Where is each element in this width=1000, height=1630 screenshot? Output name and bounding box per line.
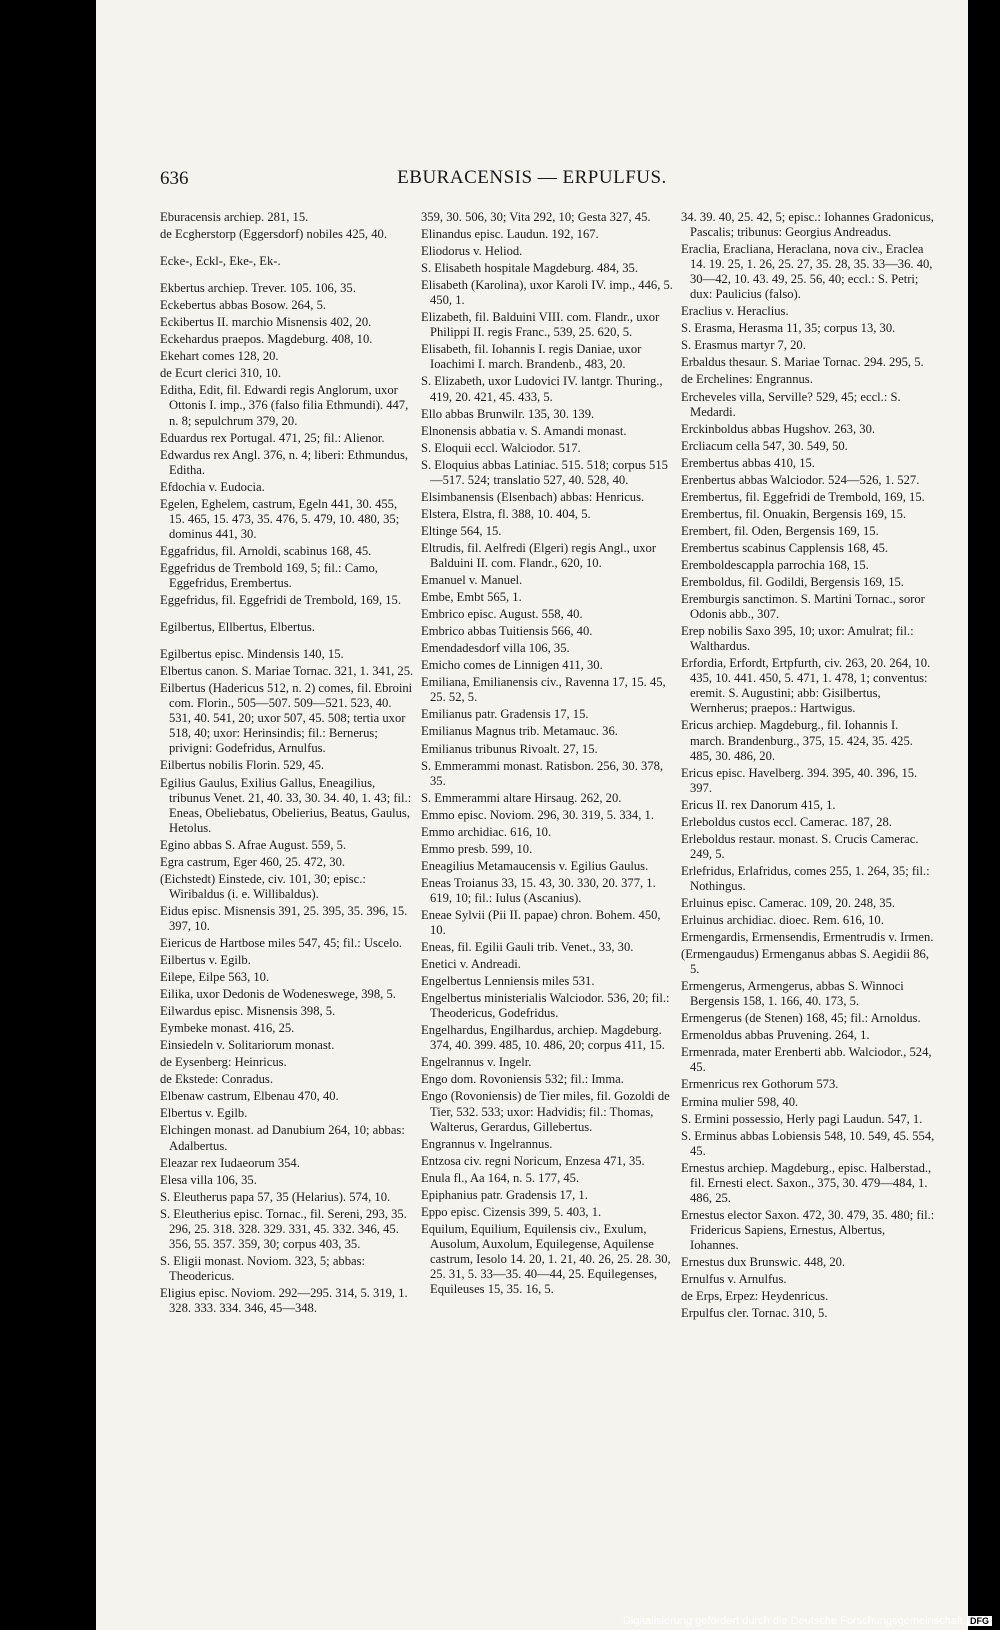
- index-entry: Elesa villa 106, 35.: [160, 1172, 257, 1187]
- index-entry: Eduardus rex Portugal. 471, 25; fil.: Alienor.: [160, 430, 385, 445]
- index-entry: Ernulfus v. Arnulfus.: [681, 1272, 787, 1287]
- index-entry: Elbertus canon. S. Mariae Tornac. 321, 1. 341, 25.: [160, 664, 414, 679]
- index-entry: Eremboldus, fil. Godildi, Bergensis 169, 15.: [681, 575, 904, 590]
- index-entry: Erembert, fil. Oden, Bergensis 169, 15.: [681, 523, 879, 538]
- index-entry: S. Eleutherus papa 57, 35 (Helarius). 574, 10.: [160, 1189, 391, 1204]
- index-entry: de Eysenberg: Heinricus.: [160, 1055, 287, 1070]
- index-entry: Eilbertus nobilis Florin. 529, 45.: [160, 758, 325, 773]
- index-entry: Egilius Gaulus, Exilius Gallus, Eneagilius, tribunus Venet. 21, 40. 33, 30. 34. 40, 1. 43; fil.: Eneas, Obeliebatus, Obelierius, Beatus, Gaulus, Hetolus.: [160, 775, 412, 835]
- index-entry: Eltrudis, fil. Aelfredi (Elgeri) regis Angl., uxor Balduini II. com. Flandr., 620, 10.: [421, 540, 657, 570]
- index-entry: Embrico abbas Tuitiensis 566, 40.: [421, 624, 593, 639]
- index-entry: Erembertus scabinus Capplensis 168, 45.: [681, 540, 889, 555]
- index-entry: Eraclia, Eracliana, Heraclana, nova civ., Eraclea 14. 19. 25, 1. 26, 25. 27, 35. 28, 35. 33—36. 40, 30—42, 10. 43. 49, 25. 56, 40; eccl.: S. Petri; dux: Paulicius (falso).: [681, 242, 933, 302]
- index-entry: Eckebertus abbas Bosow. 264, 5.: [160, 298, 327, 313]
- index-entry: Ermengardis, Ermensendis, Ermentrudis v. Irmen.: [681, 930, 934, 945]
- index-entry: Erep nobilis Saxo 395, 10; uxor: Amulrat; fil.: Walthardus.: [681, 624, 914, 654]
- index-entry: Eneas, fil. Egilii Gauli trib. Venet., 33, 30.: [421, 940, 634, 955]
- index-entry: Elbertus v. Egilb.: [160, 1106, 248, 1121]
- index-entry: Emmo presb. 599, 10.: [421, 841, 533, 856]
- index-entry: Emiliana, Emilianensis civ., Ravenna 17, 15. 45, 25. 52, 5.: [421, 675, 666, 705]
- index-entry: 359, 30. 506, 30; Vita 292, 10; Gesta 327, 45.: [421, 210, 651, 224]
- index-entry: Eremboldescappla parrochia 168, 15.: [681, 557, 869, 572]
- index-entry: Eggafridus, fil. Arnoldi, scabinus 168, 45.: [160, 543, 372, 558]
- index-entry: Emilianus patr. Gradensis 17, 15.: [421, 707, 589, 722]
- index-entry: Eneagilius Metamaucensis v. Egilius Gaulus.: [421, 858, 649, 873]
- index-entry: Eggefridus, fil. Eggefridi de Trembold, 169, 15.: [160, 593, 402, 608]
- index-entry: S. Erasma, Herasma 11, 35; corpus 13, 30.: [681, 321, 896, 336]
- index-entry: S. Eligii monast. Noviom. 323, 5; abbas: Theodericus.: [160, 1253, 365, 1283]
- index-entry: Emmo archidiac. 616, 10.: [421, 824, 552, 839]
- index-entry: Ermenrada, mater Erenberti abb. Walciodor., 524, 45.: [681, 1045, 932, 1075]
- dfg-logo: DFG: [967, 1616, 992, 1626]
- index-entry: Emilianus tribunus Rivoalt. 27, 15.: [421, 741, 598, 756]
- index-entry: Elisabeth (Karolina), uxor Karoli IV. imp., 446, 5. 450, 1.: [421, 278, 673, 308]
- index-column-left: [160, 210, 414, 1318]
- index-entry: Erembertus, fil. Eggefridi de Trembold, 169, 15.: [681, 489, 925, 504]
- digitization-credit: Digitalisierung gefördert durch die Deutsche Forschungsgemeinschaft: [623, 1615, 963, 1627]
- index-entry: Emicho comes de Linnigen 411, 30.: [421, 658, 603, 673]
- index-entry: Ello abbas Brunwilr. 135, 30. 139.: [421, 406, 595, 421]
- index-entry: de Erps, Erpez: Heydenricus.: [681, 1289, 829, 1304]
- index-entry: Eiericus de Hartbose miles 547, 45; fil.: Uscelo.: [160, 935, 403, 950]
- index-entry: de Ecgherstorp (Eggersdorf) nobiles 425, 40.: [160, 227, 387, 242]
- index-entry: Ericus II. rex Danorum 415, 1.: [681, 797, 836, 812]
- index-entry: Erpulfus cler. Tornac. 310, 5.: [681, 1306, 828, 1321]
- index-entry: Ernestus archiep. Magdeburg., episc. Halberstad., fil. Ernesti elect. Saxon., 375, 30. 479—484, 1. 486, 25.: [681, 1160, 932, 1205]
- index-entry: S. Eleutherius episc. Tornac., fil. Sereni, 293, 35. 296, 25. 318. 328. 329. 331, 45. 332. 346, 45. 356, 55. 357. 359, 30; corpus 403, 35.: [160, 1206, 407, 1251]
- index-entry: Eligius episc. Noviom. 292—295. 314, 5. 319, 1. 328. 333. 334. 346, 45—348.: [160, 1285, 408, 1315]
- index-entry: Erluinus archidiac. dioec. Rem. 616, 10.: [681, 913, 884, 928]
- index-entry: S. Emmerammi altare Hirsaug. 262, 20.: [421, 790, 622, 805]
- index-entry: Engelrannus v. Ingelr.: [421, 1055, 532, 1070]
- index-entry: Eleazar rex Iudaeorum 354.: [160, 1155, 300, 1170]
- index-entry: Ernestus dux Brunswic. 448, 20.: [681, 1255, 846, 1269]
- index-entry: Elnonensis abbatia v. S. Amandi monast.: [421, 423, 627, 438]
- index-entry: Erembertus, fil. Onuakin, Bergensis 169, 15.: [681, 506, 907, 521]
- index-entry: Ericus archiep. Magdeburg., fil. Iohannis I. march. Brandenburg., 375, 15. 424, 35. 425. 485, 30. 486, 20.: [681, 718, 913, 763]
- index-entry: Engrannus v. Ingelrannus.: [421, 1136, 553, 1151]
- index-entry: Erfordia, Erfordt, Ertpfurth, civ. 263, 20. 264, 10. 435, 10. 441. 450, 5. 471, 1. 478, 1; conventus: eremit. S. Augustini; abb: Gisilbertus, Wernherus; praepos.: Hartwigus.: [681, 656, 931, 716]
- index-entry: Engo dom. Rovoniensis 532; fil.: Imma.: [421, 1072, 624, 1087]
- index-entry: Eppo episc. Cizensis 399, 5. 403, 1.: [421, 1204, 602, 1219]
- index-entry: Eggefridus de Trembold 169, 5; fil.: Camo, Eggefridus, Erembertus.: [160, 560, 378, 590]
- index-entry: Ercliacum cella 547, 30. 549, 50.: [681, 438, 848, 453]
- index-entry: Eilbertus v. Egilb.: [160, 953, 251, 968]
- index-entry: Emendadesdorf villa 106, 35.: [421, 641, 570, 656]
- index-entry: Eraclius v. Heraclius.: [681, 304, 789, 319]
- index-entry: Ermengerus (de Stenen) 168, 45; fil.: Arnoldus.: [681, 1011, 921, 1026]
- index-entry: Emilianus Magnus trib. Metamauc. 36.: [421, 724, 618, 739]
- index-entry: Ecke-, Eckl-, Eke-, Ek-.: [160, 254, 281, 269]
- index-entry: Egra castrum, Eger 460, 25. 472, 30.: [160, 854, 346, 869]
- index-entry: Eidus episc. Misnensis 391, 25. 395, 35. 396, 15. 397, 10.: [160, 903, 408, 933]
- index-entry: Entzosa civ. regni Noricum, Enzesa 471, 35.: [421, 1153, 645, 1168]
- index-entry: 34. 39. 40, 25. 42, 5; episc.: Iohannes Gradonicus, Pascalis; tribunus: Georgius Andreadus.: [681, 210, 934, 240]
- index-entry: Eilbertus (Hadericus 512, n. 2) comes, fil. Ebroini com. Florin., 505—507. 509—521. 523, 40. 531, 40. 541, 20; uxor 507, 45. 508; tertia uxor 518, 40; uxor: Herinsindis; fil.: Bernerus; privigni: Godefridus, Arnulfus.: [160, 681, 413, 756]
- index-entry: Eliodorus v. Heliod.: [421, 244, 523, 259]
- index-entry: Erluinus episc. Camerac. 109, 20. 248, 35.: [681, 895, 896, 910]
- index-entry: (Ermengaudus) Ermenganus abbas S. Aegidii 86, 5.: [681, 947, 929, 977]
- index-entry: S. Ermini possessio, Herly pagi Laudun. 547, 1.: [681, 1111, 923, 1126]
- index-entry: Erenbertus abbas Walciodor. 524—526, 1. 527.: [681, 472, 920, 487]
- index-entry: Ermenricus rex Gothorum 573.: [681, 1077, 839, 1092]
- index-entry: Eckibertus II. marchio Misnensis 402, 20.: [160, 315, 372, 330]
- index-entry: Epiphanius patr. Gradensis 17, 1.: [421, 1187, 588, 1202]
- index-entry: Engo (Rovoniensis) de Tier miles, fil. Gozoldi de Tier, 532. 533; uxor: Hadvidis; fil.: Thomas, Walterus, Gerardus, Gillebertus.: [421, 1089, 670, 1134]
- index-entry: Ercheveles villa, Serville? 529, 45; eccl.: S. Medardi.: [681, 389, 901, 419]
- index-entry: S. Elisabeth hospitale Magdeburg. 484, 35.: [421, 261, 638, 276]
- index-entry: Erlefridus, Erlafridus, comes 255, 1. 264, 35; fil.: Nothingus.: [681, 863, 930, 893]
- index-entry: Enula fl., Aa 164, n. 5. 177, 45.: [421, 1170, 580, 1185]
- page-number: 636: [160, 168, 189, 189]
- index-entry: Erleboldus custos eccl. Camerac. 187, 28.: [681, 814, 892, 829]
- index-entry: Ermina mulier 598, 40.: [681, 1094, 799, 1109]
- index-entry: Erbaldus thesaur. S. Mariae Tornac. 294. 295, 5.: [681, 355, 924, 370]
- book-page: [96, 0, 968, 1630]
- index-entry: Ermenoldus abbas Pruvening. 264, 1.: [681, 1028, 870, 1043]
- running-title: EBURACENSIS — ERPULFUS.: [397, 167, 667, 188]
- index-entry: Eilepe, Eilpe 563, 10.: [160, 970, 270, 985]
- index-entry: Eremburgis sanctimon. S. Martini Tornac., soror Odonis abb., 307.: [681, 592, 925, 622]
- index-entry: Efdochia v. Eudocia.: [160, 479, 265, 494]
- index-entry: Egelen, Eghelem, castrum, Egeln 441, 30. 455, 15. 465, 15. 473, 35. 476, 5. 479, 10. 480, 35; dominus 441, 30.: [160, 496, 400, 541]
- index-entry: Egino abbas S. Afrae August. 559, 5.: [160, 837, 347, 852]
- index-entry: Ekbertus archiep. Trever. 105. 106, 35.: [160, 281, 356, 296]
- index-entry: de Ekstede: Conradus.: [160, 1072, 273, 1087]
- index-entry: Ericus episc. Havelberg. 394. 395, 40. 396, 15. 397.: [681, 765, 918, 795]
- index-entry: Embe, Embt 565, 1.: [421, 590, 522, 605]
- index-entry: Ernestus elector Saxon. 472, 30. 479, 35. 480; fil.: Fridericus Sapiens, Ernestus, Albertus, Iohannes.: [681, 1207, 935, 1252]
- index-entry: Eilwardus episc. Misnensis 398, 5.: [160, 1004, 336, 1019]
- index-entry: Einsiedeln v. Solitariorum monast.: [160, 1038, 335, 1053]
- index-entry: Elizabeth, fil. Balduini VIII. com. Flandr., uxor Philippi II. regis Franc., 539, 25. 620, 5.: [421, 310, 660, 340]
- index-entry: S. Emmerammi monast. Ratisbon. 256, 30. 378, 35.: [421, 758, 664, 788]
- index-entry: Emanuel v. Manuel.: [421, 573, 523, 588]
- digitization-footer: [623, 1615, 992, 1627]
- index-entry: S. Elizabeth, uxor Ludovici IV. lantgr. Thuring., 419, 20. 421, 45. 433, 5.: [421, 374, 663, 404]
- index-entry: Editha, Edit, fil. Edwardi regis Anglorum, uxor Ottonis I. imp., 376 (falso filia Ethmundi). 447, n. 8; sepulchrum 379, 20.: [160, 383, 409, 428]
- index-entry: Embrico episc. August. 558, 40.: [421, 607, 583, 622]
- index-column-right: [681, 210, 935, 1323]
- index-entry: Elstera, Elstra, fl. 388, 10. 404, 5.: [421, 506, 591, 521]
- index-entry: Enetici v. Andreadi.: [421, 957, 521, 972]
- index-entry: S. Erminus abbas Lobiensis 548, 10. 549, 45. 554, 45.: [681, 1128, 935, 1158]
- index-entry: Elisabeth, fil. Iohannis I. regis Daniae, uxor Ioachimi I. march. Brandenb., 483, 20.: [421, 342, 642, 372]
- index-entry: S. Eloquii eccl. Walciodor. 517.: [421, 440, 581, 455]
- index-entry: Equilum, Equilium, Equilensis civ., Exulum, Ausolum, Auxolum, Equilegense, Aquilense castrum, Iesolo 14. 20, 1. 21, 40. 26, 25. 28. 30, 25. 31, 5. 33—35. 40—44, 25. Equilegenses, Equileuses 15, 35. 16, 5.: [421, 1221, 671, 1297]
- index-entry: Elinandus episc. Laudun. 192, 167.: [421, 227, 599, 242]
- index-entry: Engelbertus Lenniensis miles 531.: [421, 974, 595, 989]
- index-entry: Eburacensis archiep. 281, 15.: [160, 210, 309, 224]
- index-entry: Eltinge 564, 15.: [421, 523, 502, 538]
- index-entry: Eilika, uxor Dedonis de Wodeneswege, 398, 5.: [160, 987, 396, 1002]
- index-entry: (Eichstedt) Einstede, civ. 101, 30; episc.: Wiribaldus (i. e. Willibaldus).: [160, 871, 366, 901]
- index-entry: de Ecurt clerici 310, 10.: [160, 366, 281, 381]
- index-entry: Elchingen monast. ad Danubium 264, 10; abbas: Adalbertus.: [160, 1123, 405, 1153]
- index-entry: S. Eloquius abbas Latiniac. 515. 518; corpus 515—517. 524; translatio 527, 40. 528, 40.: [421, 457, 668, 487]
- index-entry: Erleboldus restaur. monast. S. Crucis Camerac. 249, 5.: [681, 831, 919, 861]
- index-entry: Ekehart comes 128, 20.: [160, 349, 279, 364]
- index-entry: Eneas Troianus 33, 15. 43, 30. 330, 20. 377, 1. 619, 10; fil.: Iulus (Ascanius).: [421, 875, 656, 905]
- index-entry: S. Erasmus martyr 7, 20.: [681, 338, 806, 353]
- index-entry: Eymbeke monast. 416, 25.: [160, 1021, 295, 1036]
- index-entry: Egilbertus episc. Mindensis 140, 15.: [160, 647, 344, 662]
- index-entry: Edwardus rex Angl. 376, n. 4; liberi: Ethmundus, Editha.: [160, 447, 409, 477]
- index-entry: Elsimbanensis (Elsenbach) abbas: Henricus.: [421, 489, 645, 504]
- index-entry: Eckehardus praepos. Magdeburg. 408, 10.: [160, 332, 373, 347]
- index-entry: Egilbertus, Ellbertus, Elbertus.: [160, 620, 315, 635]
- index-column-middle: [421, 210, 675, 1299]
- index-entry: de Erchelines: Engrannus.: [681, 372, 813, 387]
- index-entry: Engelhardus, Engilhardus, archiep. Magdeburg. 374, 40. 399. 485, 10. 486, 20; corpus 411, 15.: [421, 1023, 665, 1053]
- index-entry: Emmo episc. Noviom. 296, 30. 319, 5. 334, 1.: [421, 807, 654, 822]
- index-entry: Eneae Sylvii (Pii II. papae) chron. Bohem. 450, 10.: [421, 907, 661, 938]
- index-entry: Engelbertus ministerialis Walciodor. 536, 20; fil.: Theodericus, Godefridus.: [421, 991, 670, 1021]
- index-entry: Erckinboldus abbas Hugshov. 263, 30.: [681, 421, 876, 436]
- index-entry: Erembertus abbas 410, 15.: [681, 455, 815, 470]
- index-entry: Elbenaw castrum, Elbenau 470, 40.: [160, 1089, 339, 1104]
- index-entry: Ermengerus, Armengerus, abbas S. Winnoci Bergensis 158, 1. 166, 40. 173, 5.: [681, 979, 904, 1009]
